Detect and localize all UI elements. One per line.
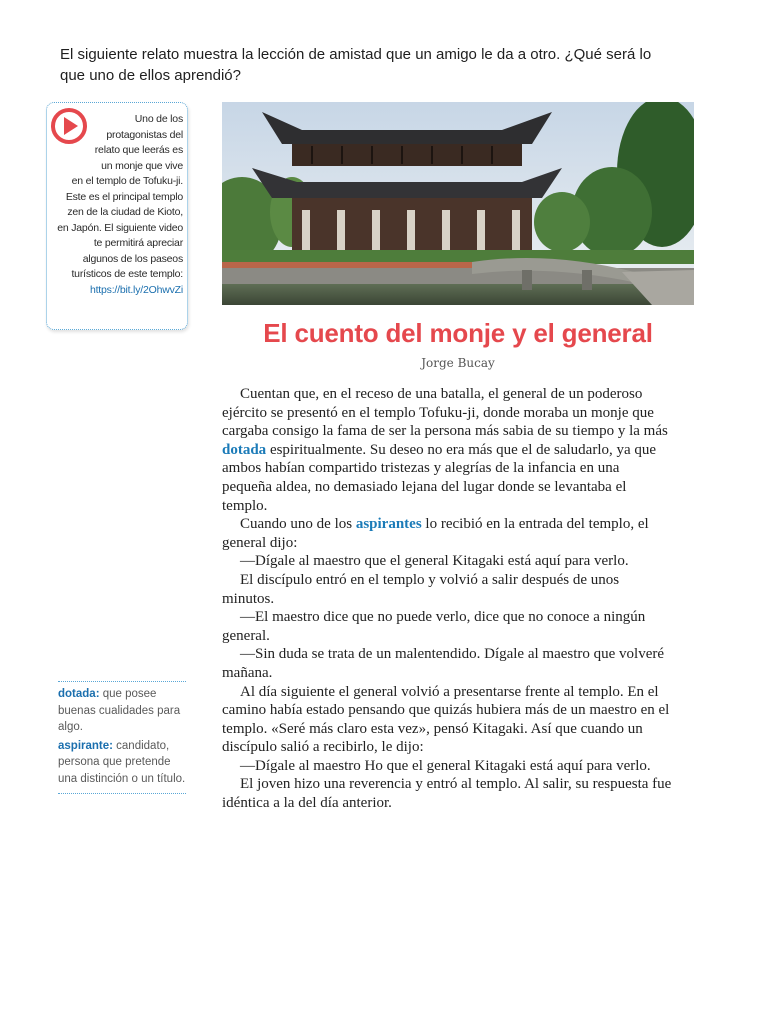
story-title: El cuento del monje y el general [263,318,653,348]
glossary-definition: candidato, persona que pretende una distinción o un título. [58,739,186,785]
story-paragraph: —Sin duda se trata de un malentendido. Dígale al maestro que volveré mañana. [222,646,665,681]
keyword-dotada[interactable]: dotada [222,441,267,458]
video-description [57,112,183,298]
story-paragraph: El discípulo entró en el templo y volvió a salir después de unos minutos. [222,571,620,607]
story-paragraph: —Dígale al maestro que el general Kitagaki está aquí para verlo. [240,553,629,570]
tofukuji-temple-image [222,102,694,305]
story-paragraph: —Dígale al maestro Ho que el general Kitagaki está aquí para verlo. [240,757,651,774]
story-paragraph: El joven hizo una reverencia y entró al templo. Al salir, su respuesta fue idéntica a la del día anterior. [222,776,672,812]
story-paragraph: Al día siguiente el general volvió a presentarse frente al templo. En el camino había estado pensando que quizás hubiera más de un maestro en el templo. «Seré más claro esta vez», pensó Kitagaki. Así que cuando un discípulo salió a recibirlo, le dijo: [222,683,670,756]
glossary-term: dotada: [58,688,100,700]
glossary-term: aspirante: [58,739,113,752]
story-body [222,385,672,813]
story-paragraph: —El maestro dice que no puede verlo, dice que no conoce a ningún general. [222,609,646,644]
video-link[interactable]: https://bit.ly/2OhwvZi [89,283,183,296]
story-paragraph: Cuando uno de los aspirantes lo recibió en la entrada del templo, el general dijo: [222,516,649,551]
intro-question: El siguiente relato muestra la lección de amistad que un amigo le da a otro. ¿Qué será lo que uno de ellos aprendió? [60,46,652,84]
video-description-text: Uno de los protagonistas del relato que leerás es un monje que vive en el templo de Tofuku-ji. Este es el principal templo zen de la ciudad de Kioto, en Japón. El siguiente video te permitirá apreciar algunos de los paseos turísticos de este templo: [57,113,183,280]
keyword-aspirantes[interactable]: aspirantes [355,516,422,533]
glossary-definition: que posee buenas cualidades para algo. [58,688,181,733]
temple-photo [222,102,694,305]
glossary-entry [58,738,186,788]
story-paragraph: Cuentan que, en el receso de una batalla, el general de un poderoso ejército se presentó en el templo Tofuku-ji, donde moraba un monje que cargaba consigo la fama de ser la persona más sabia de su tiempo y la más dotada espiritualmente. Su deseo no era más que el de saludarlo, ya que ambos habían compartido tristezas y alegrías de la infancia en una pequeña aldea, no demasiado lejana del lugar donde se levantaba el templo. [222,386,668,514]
glossary-entry [58,686,186,736]
video-info-box [46,102,188,330]
glossary-box [58,681,186,794]
story-author: Jorge Bucay [421,356,495,370]
